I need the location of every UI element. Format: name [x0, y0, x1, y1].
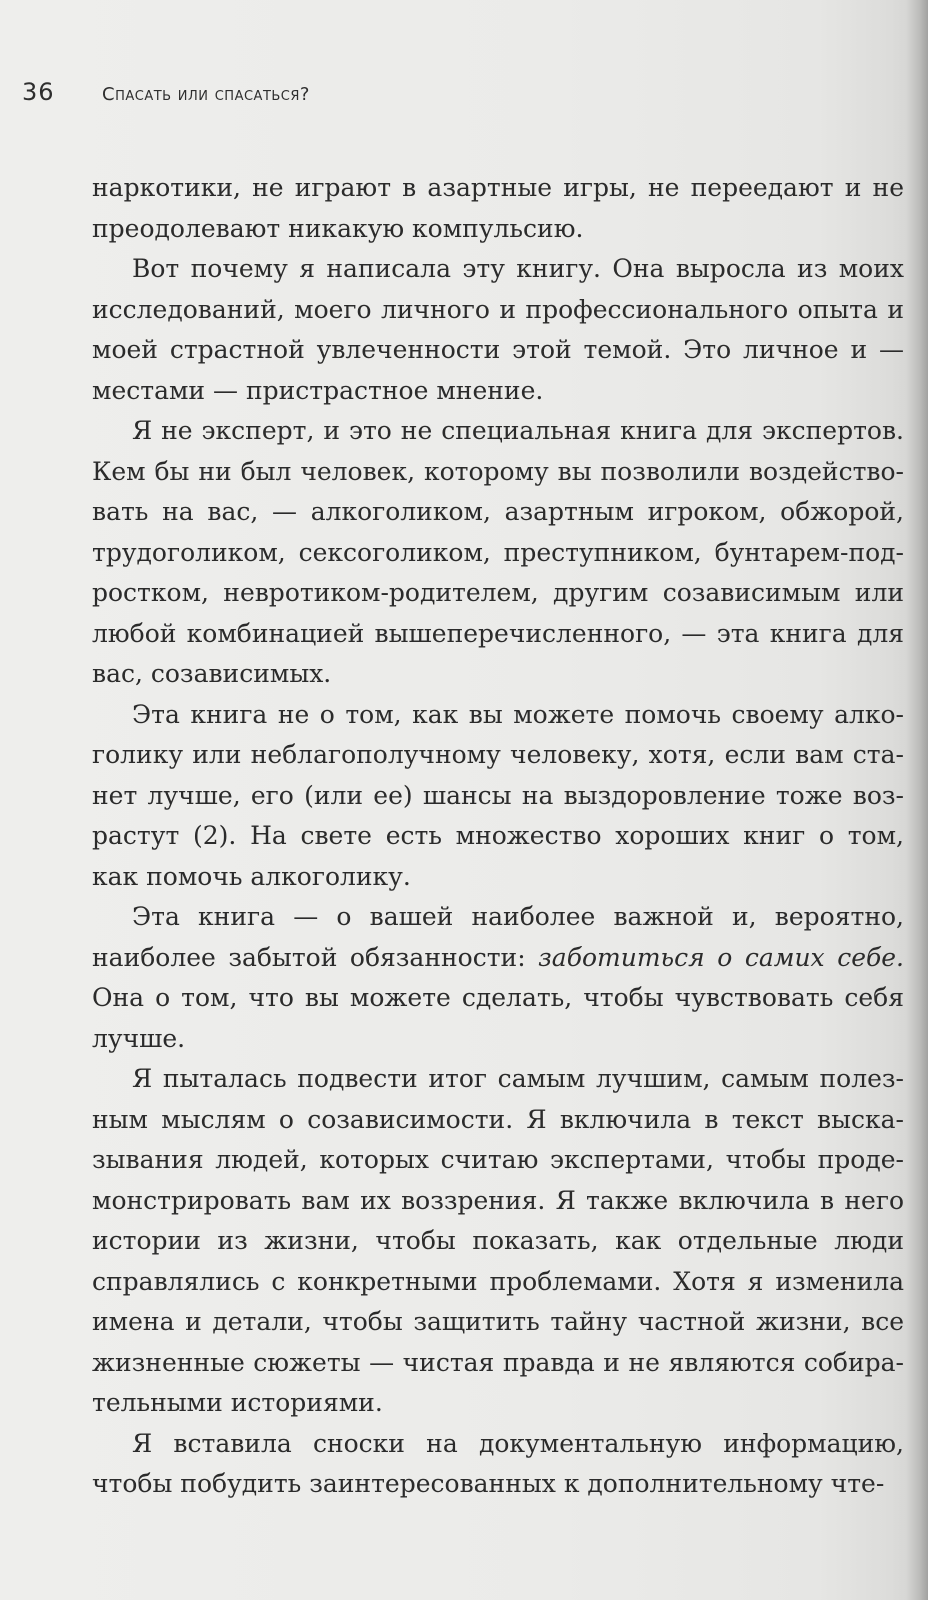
running-title: Спасать или спасаться? — [102, 84, 310, 105]
body-text — [92, 168, 904, 1505]
running-head — [22, 78, 310, 110]
paragraph: Я не эксперт, и это не специальная книга для экспертов. Кем бы ни был человек, которому вы позволили воздействовать на вас, — алкоголиком, азартным игроком, обжорой, трудоголиком, сексоголиком, преступником, бунтарем-подростком, невротиком-родителем, другим созависимым или любой комбинацией вышеперечисленного, — эта книга для вас, созависимых. — [92, 416, 904, 688]
paragraph: Я вставила сноски на документальную информацию, чтобы побудить заинтересованных к дополнительному чте- — [92, 1428, 904, 1498]
paragraph: Вот почему я написала эту книгу. Она выросла из моих исследований, моего личного и профессионального опыта и моей страстной увлеченности этой темой. Это личное и — местами — пристрастное мнение. — [92, 254, 904, 405]
paragraph-continued: наркотики, не играют в азартные игры, не переедают и не преодолевают никакую компульсию. — [92, 173, 904, 243]
paragraph: Я пыталась подвести итог самым лучшим, самым полезным мыслям о созависимости. Я включила в текст высказывания людей, которых считаю экспертами, чтобы продемонстрировать вам их воззрения. Я также включила в него истории из жизни, чтобы показать, как отдельные люди справлялись с конкретными проблемами. Хотя я изменила имена и детали, чтобы защитить тайну частной жизни, все жизненные сюжеты — чистая правда и не являются собирательными историями. — [92, 1064, 904, 1417]
paragraph: Эта книга не о том, как вы можете помочь своему алкоголику или неблагополучному человеку, хотя, если вам станет лучше, его (или ее) шансы на выздоровление тоже возрастут (2). На свете есть множество хороших книг о том, как помочь алкоголику. — [92, 699, 904, 891]
paragraph-text: Она о том, что вы можете сделать, чтобы чувствовать себя лучше. — [92, 983, 904, 1053]
paragraph-text: Эта книга — о вашей наиболее важной и, вероятно, наиболее забытой обязанности: — [92, 902, 904, 972]
paragraph — [92, 897, 904, 1059]
page-number: 36 — [22, 78, 55, 106]
page-edge-shadow — [906, 0, 928, 1600]
emphasized-text: заботиться о самих себе. — [538, 942, 904, 972]
